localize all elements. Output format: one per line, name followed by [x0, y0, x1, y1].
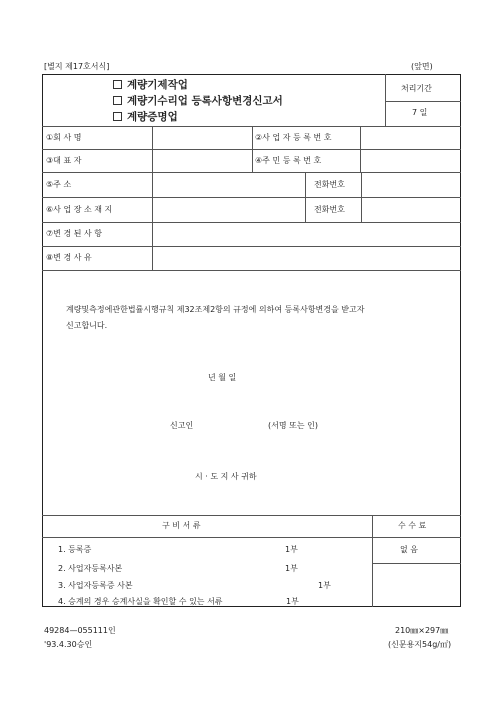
divider	[42, 222, 461, 223]
title-option-2: 계량기수리업 등록사항변경신고서	[113, 96, 283, 107]
representative-label: ③대 표 자	[46, 156, 82, 165]
divider	[152, 126, 153, 270]
resident-reg-no-label: ④주 민 등 록 번 호	[255, 156, 322, 165]
reporter-label: 신고인	[170, 421, 194, 430]
company-name-label: ①회 사 명	[46, 133, 82, 142]
processing-period-label: 처리기간	[401, 84, 432, 93]
divider	[42, 172, 461, 173]
fee-value: 없 음	[400, 545, 418, 554]
title-option-1: 계량기제작업	[113, 80, 188, 91]
business-reg-no-label: ②사 업 자 등 록 번 호	[255, 133, 332, 142]
date-line: 년 월 일	[208, 373, 237, 382]
footer-code: 49284—055111인	[44, 626, 116, 635]
documents-header: 구 비 서 류	[162, 521, 201, 530]
statement-line: 신고합니다.	[66, 321, 108, 330]
phone-label: 전화번호	[314, 180, 345, 189]
form-number: [별지 제17호서식]	[44, 62, 110, 71]
checkbox-icon[interactable]	[113, 112, 122, 121]
document-item: 2. 사업자등록사본	[58, 564, 123, 573]
changed-items-label: ⑦변 경 된 사 항	[46, 229, 102, 238]
document-item: 4. 승계의 경우 승계사실을 확인할 수 있는 서류	[58, 597, 223, 606]
divider	[305, 172, 306, 222]
divider	[385, 101, 461, 102]
document-count: 1부	[285, 545, 298, 554]
signature-label: (서명 또는 인)	[268, 421, 318, 430]
business-location-label: ⑥사 업 장 소 재 지	[46, 205, 113, 214]
title-option-3: 계량증명업	[113, 112, 178, 123]
divider	[42, 270, 461, 271]
footer-paper-size: 210㎜×297㎜	[395, 626, 449, 635]
divider	[360, 126, 361, 172]
footer-paper-type: (신문용지54g/㎡)	[388, 640, 452, 649]
document-item: 3. 사업자등록증 사본	[58, 581, 133, 590]
divider	[361, 172, 362, 222]
fee-header: 수 수 료	[398, 521, 427, 530]
document-count: 1부	[285, 564, 298, 573]
divider	[42, 537, 461, 538]
divider	[42, 197, 461, 198]
footer-approved: '93.4.30승인	[44, 640, 93, 649]
divider	[372, 515, 373, 607]
document-count: 1부	[318, 581, 331, 590]
page-side-label: (앞면)	[411, 62, 433, 71]
checkbox-icon[interactable]	[113, 96, 122, 105]
phone-label: 전화번호	[314, 205, 345, 214]
divider	[372, 563, 461, 564]
statement-line: 계량및측정에관한법률시행규칙 제32조제2항의 규정에 의하여 등록사항변경을 받고자	[66, 305, 365, 314]
divider	[385, 74, 386, 126]
divider	[252, 126, 253, 172]
document-count: 1부	[286, 597, 299, 606]
address-label: ⑤주 소	[46, 180, 72, 189]
document-item: 1. 등록증	[58, 545, 92, 554]
checkbox-icon[interactable]	[113, 80, 122, 89]
change-reason-label: ⑧변 경 사 유	[46, 253, 92, 262]
divider	[42, 246, 461, 247]
recipient-label: 시 · 도 지 사 귀하	[195, 472, 257, 481]
processing-period-value: 7 일	[412, 108, 428, 117]
divider	[42, 515, 461, 516]
